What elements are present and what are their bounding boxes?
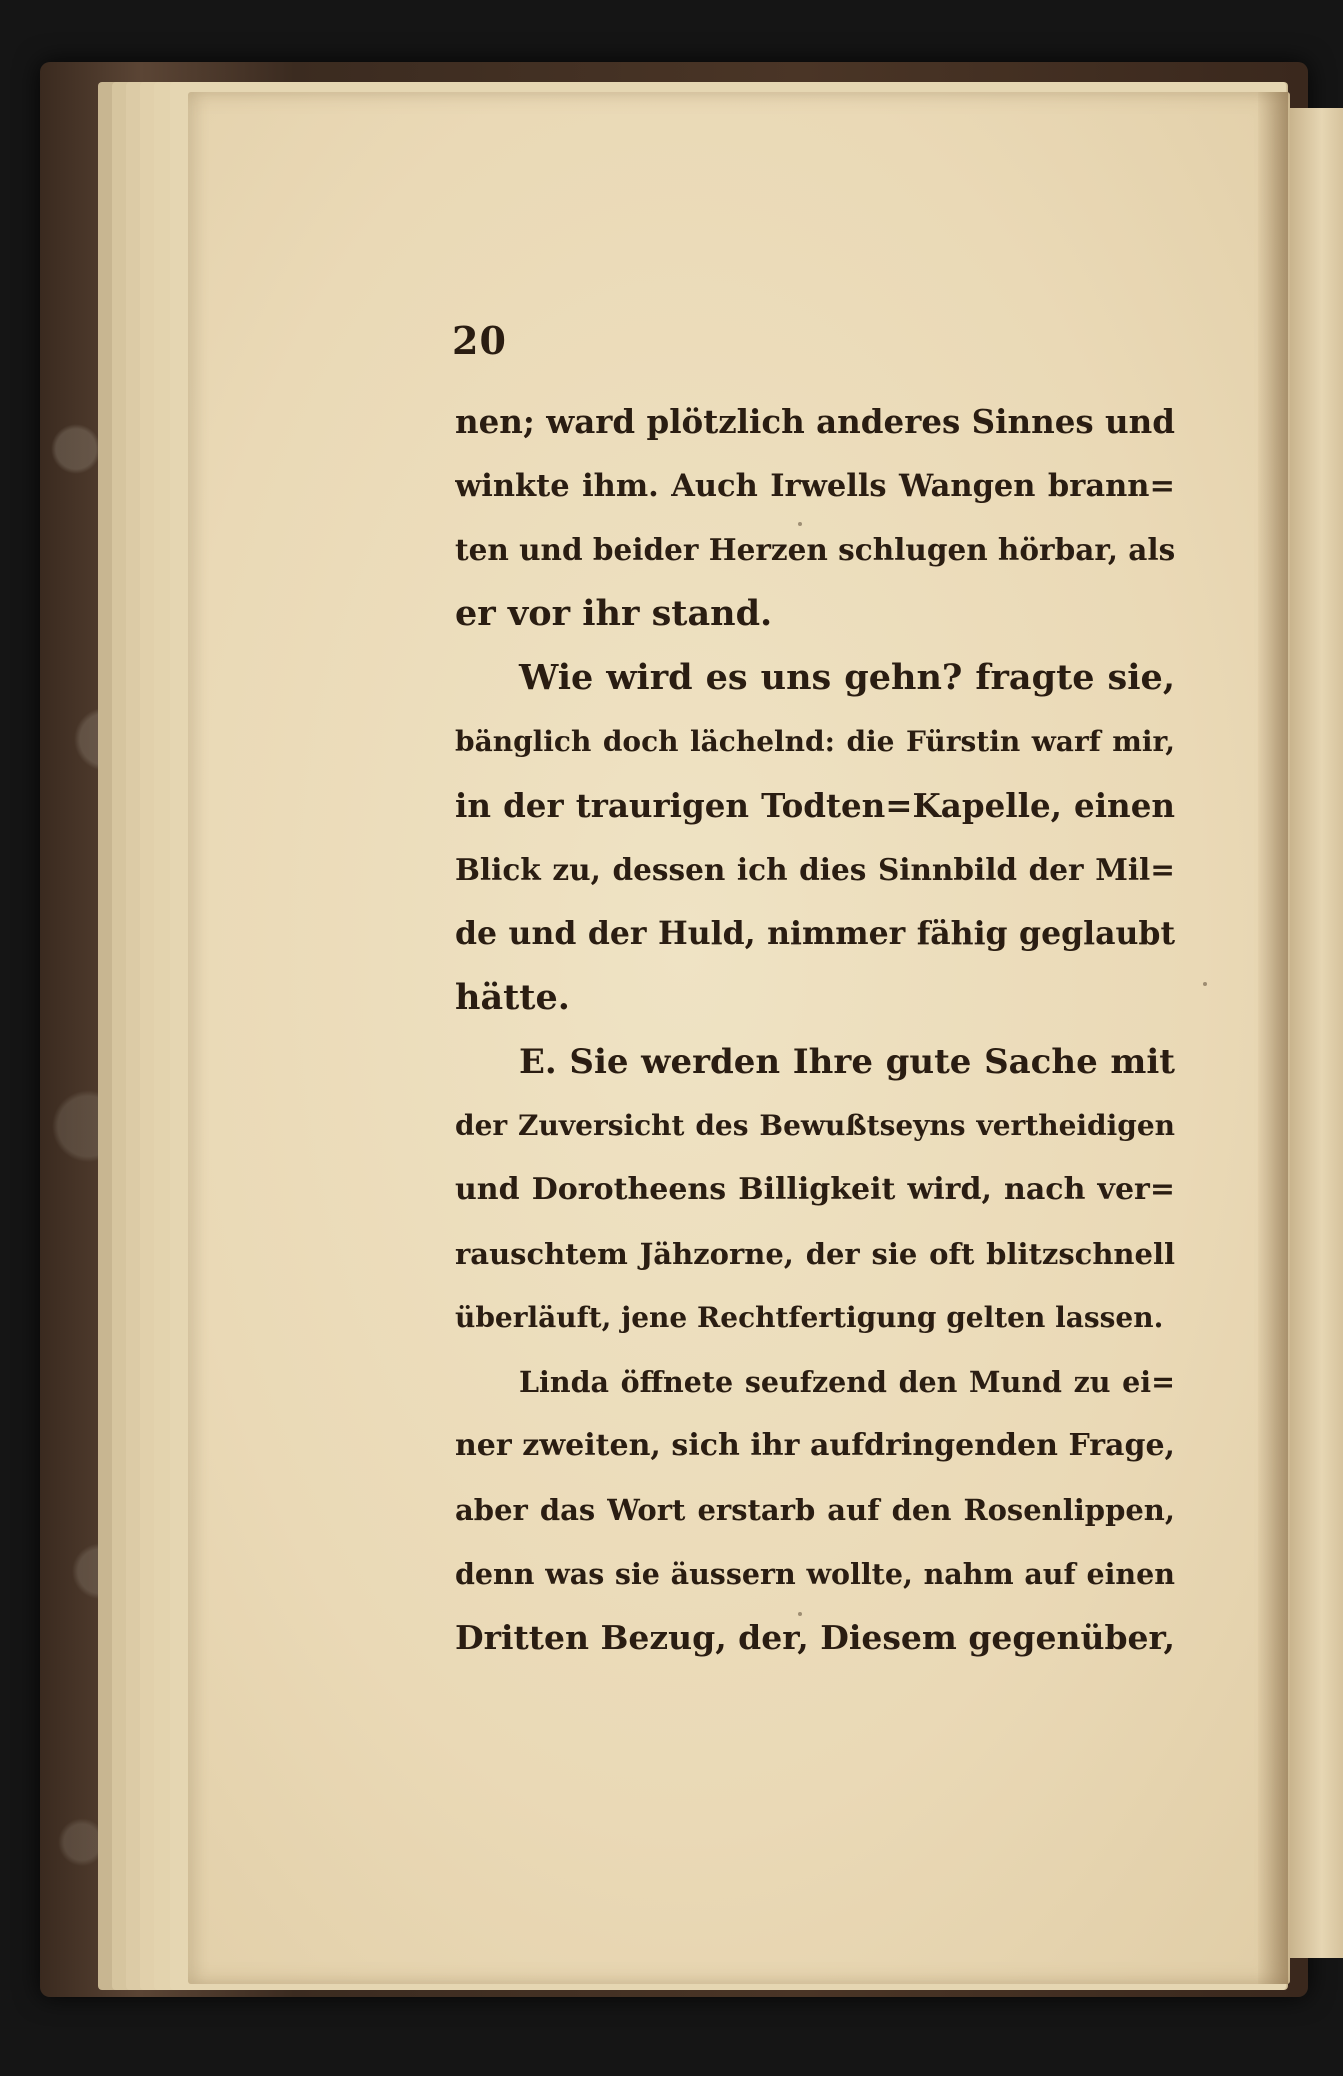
text-line: Blick zu, dessen ich dies Sinnbild der Mil= [455,852,1175,887]
text-line: nen; ward plötzlich anderes Sinnes und [455,402,1175,441]
page-gutter [1258,92,1288,1984]
facing-page [1290,108,1343,1958]
text-line: E. Sie werden Ihre gute Sache mit [519,1042,1175,1082]
text-line: rauschtem Jähzorne, der sie oft blitzschnell [455,1237,1175,1271]
page-number: 20 [452,318,507,363]
text-line: bänglich doch lächelnd: die Fürstin warf mir, [455,725,1175,758]
text-line: und Dorotheens Billigkeit wird, nach ver= [455,1172,1175,1207]
text-line: er vor ihr stand. [455,593,773,634]
text-line: Linda öffnete seufzend den Mund zu ei= [519,1365,1175,1399]
text-line: denn was sie äussern wollte, nahm auf einen [455,1557,1175,1591]
text-line: der Zuversicht des Bewußtseyns vertheidigen [455,1109,1175,1142]
text-line: de und der Huld, nimmer fähig geglaubt [455,915,1175,952]
text-line: Wie wird es uns gehn? fragte sie, [519,657,1175,698]
text-line: Dritten Bezug, der, Diesem gegenüber, [455,1618,1175,1657]
text-line: überläuft, jene Rechtfertigung gelten lassen. [455,1301,1164,1334]
text-line: ten und beider Herzen schlugen hörbar, als [455,532,1175,567]
text-line: ner zweiten, sich ihr aufdringenden Frage, [455,1428,1175,1463]
text-line: hätte. [455,977,570,1018]
text-line: in der traurigen Todten=Kapelle, einen [455,786,1175,825]
text-line: aber das Wort erstarb auf den Rosenlippen, [455,1493,1175,1527]
paper-speck [1203,982,1207,986]
text-line: winkte ihm. Auch Irwells Wangen brann= [455,468,1175,504]
